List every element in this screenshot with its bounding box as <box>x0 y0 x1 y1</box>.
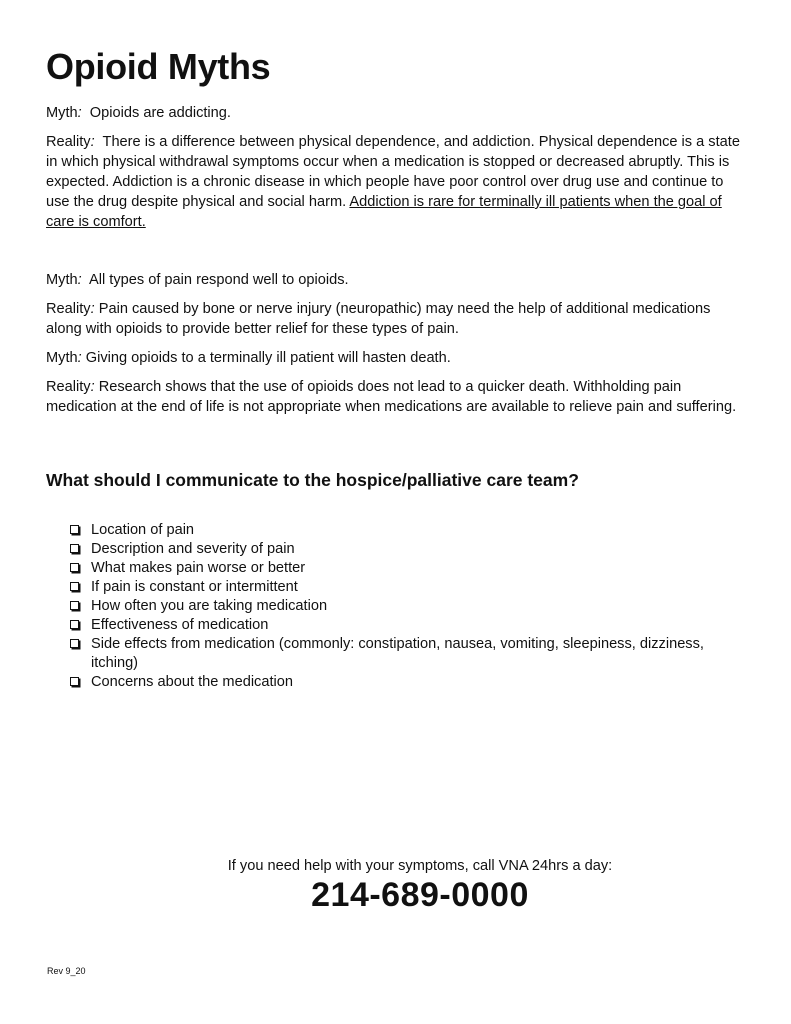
reality-text: There is a difference between physical dependence, and addiction. Physical dependence is a state in which physical withdrawal symptoms occur when a medication is stopped or decreased abruptly. This is expected. Addiction is a chronic disease in which people have poor control over drug use and continue to use the drug despite physical and social harm. <box>46 134 740 210</box>
checkbox-icon[interactable] <box>70 582 79 591</box>
reality-label: Reality <box>46 134 91 150</box>
checklist-item-label: What makes pain worse or better <box>91 560 306 576</box>
checkbox-icon[interactable] <box>70 563 79 572</box>
checkbox-icon[interactable] <box>70 544 79 553</box>
myth-1: Myth: Opioids are addicting. <box>46 105 231 121</box>
checkbox-icon[interactable] <box>70 525 79 534</box>
checklist-item[interactable] <box>70 597 730 616</box>
checklist-item-label: Effectiveness of medication <box>91 617 269 633</box>
communicate-heading: What should I communicate to the hospice/palliative care team? <box>46 470 579 490</box>
reality-label: Reality <box>46 301 91 317</box>
revision-label: Rev 9_20 <box>47 966 86 976</box>
reality-text: Pain caused by bone or nerve injury (neuropathic) may need the help of additional medications along with opioids to provide better relief for these types of pain. <box>46 301 711 337</box>
checklist-item-label: Concerns about the medication <box>91 674 294 690</box>
myth-text: Opioids are addicting. <box>89 105 231 121</box>
checkbox-icon[interactable] <box>70 677 79 686</box>
checklist-item[interactable] <box>70 559 730 578</box>
myth-label: Myth <box>46 105 78 121</box>
checklist-item[interactable] <box>70 521 730 540</box>
checklist-item-label: Description and severity of pain <box>91 541 295 557</box>
reality-1: Reality: There is a difference between physical dependence, and addiction. Physical dependence is a state in which physical withdrawal symptoms occur when a medication is stopped or decreased abruptly. This is expected. Addiction is a chronic disease in which people have poor control over drug use and continue to use the drug despite physical and social harm. Addiction is rare for terminally ill patients when the goal of care is comfort. <box>46 134 740 230</box>
myth-3: Myth: Giving opioids to a terminally ill patient will hasten death. <box>46 350 451 366</box>
communication-checklist <box>70 521 730 692</box>
reality-2: Reality: Pain caused by bone or nerve injury (neuropathic) may need the help of additional medications along with opioids to provide better relief for these types of pain. <box>46 301 711 337</box>
checkbox-icon[interactable] <box>70 639 79 648</box>
checkbox-icon[interactable] <box>70 601 79 610</box>
reality-emphasis: Addiction is rare for terminally ill patients when the goal of care is comfort. <box>46 194 722 230</box>
reality-text: Research shows that the use of opioids does not lead to a quicker death. Withholding pain medication at the end of life is not appropriate when medications are available to relieve pain and suffering. <box>46 379 737 415</box>
checklist-item[interactable] <box>70 635 730 673</box>
checklist-item[interactable] <box>70 540 730 559</box>
myth-label: Myth <box>46 272 78 288</box>
reality-3: Reality: Research shows that the use of opioids does not lead to a quicker death. Withholding pain medication at the end of life is not appropriate when medications are available to relieve pain and suffering. <box>46 379 737 415</box>
page-title: Opioid Myths <box>46 46 271 87</box>
checklist-item-label: How often you are taking medication <box>91 598 328 614</box>
myth-text: All types of pain respond well to opioids. <box>89 272 349 288</box>
checklist-item[interactable] <box>70 673 730 692</box>
myth-label: Myth <box>46 350 78 366</box>
myth-2: Myth: All types of pain respond well to opioids. <box>46 272 349 288</box>
checklist-item[interactable] <box>70 578 730 597</box>
phone-number[interactable]: 214-689-0000 <box>311 876 529 914</box>
checklist-item-label: Location of pain <box>91 522 195 538</box>
checklist-item-label: Side effects from medication (commonly: constipation, nausea, vomiting, sleepiness, dizziness, itching) <box>91 636 704 671</box>
checklist-item[interactable] <box>70 616 730 635</box>
myth-text: Giving opioids to a terminally ill patient will hasten death. <box>85 350 451 366</box>
checkbox-icon[interactable] <box>70 620 79 629</box>
reality-label: Reality <box>46 379 91 395</box>
checklist-item-label: If pain is constant or intermittent <box>91 579 298 595</box>
help-text: If you need help with your symptoms, call VNA 24hrs a day: <box>227 858 613 874</box>
